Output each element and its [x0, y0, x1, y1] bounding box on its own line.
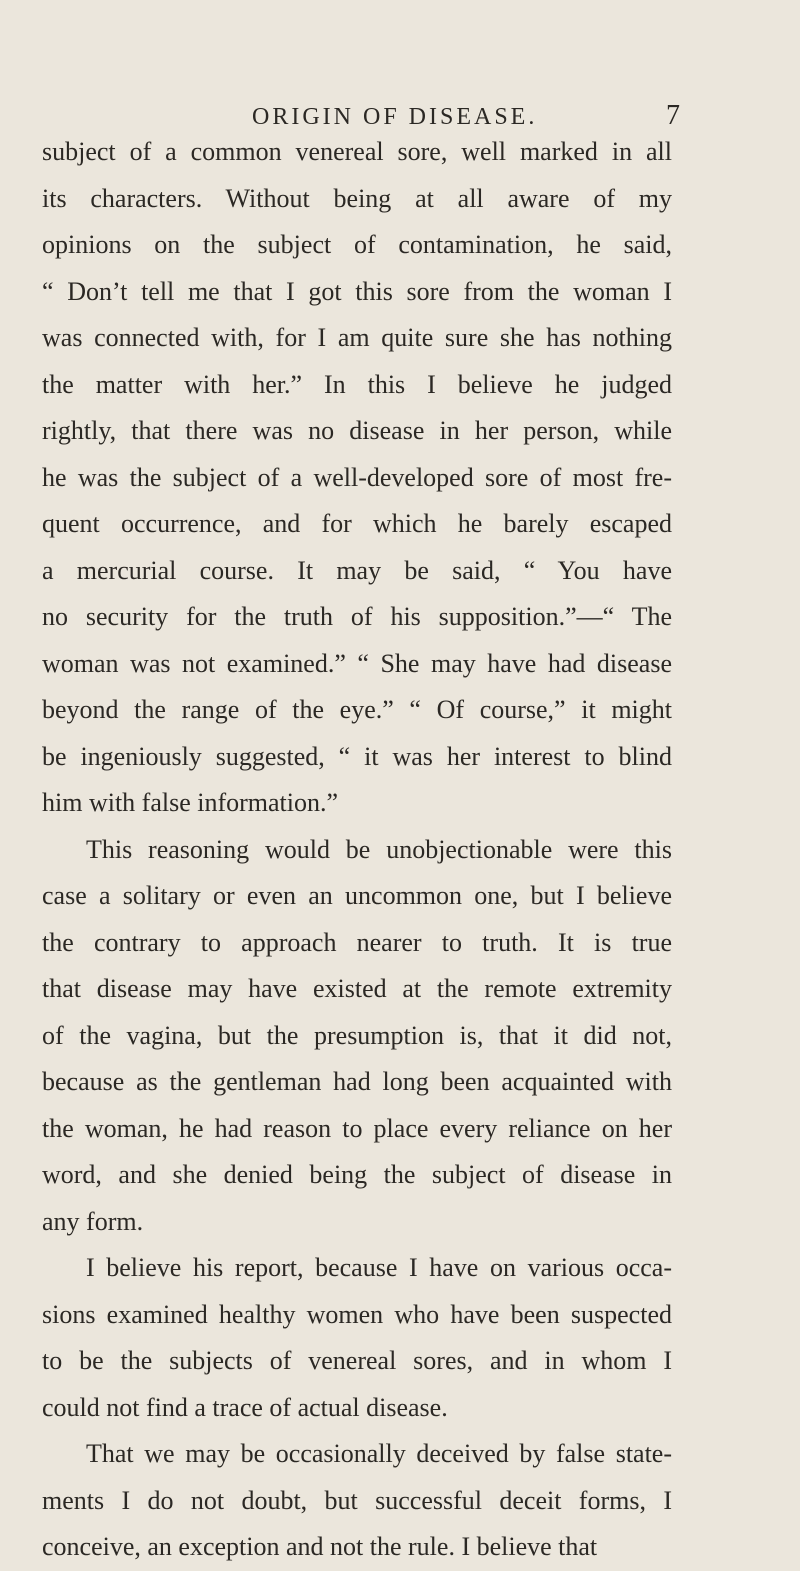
text-line: subject of a common venereal sore, well marked in all — [42, 137, 672, 166]
text-line: sions examined healthy women who have been suspected — [42, 1299, 672, 1329]
text-line: the matter with her.” In this I believe he judged — [42, 369, 672, 399]
text-line: him with false information.” — [42, 788, 339, 817]
text-line: That we may be occasionally deceived by false state- — [86, 1439, 672, 1468]
text-line: ments I do not doubt, but successful deceit forms, I — [42, 1485, 672, 1515]
text-line: to be the subjects of venereal sores, and in whom I — [42, 1346, 672, 1375]
text-line: beyond the range of the eye.” “ Of course,” it might — [42, 695, 672, 724]
text-line: could not find a trace of actual disease. — [42, 1392, 448, 1422]
text-line: case a solitary or even an uncommon one, but I believe — [42, 881, 672, 910]
text-line: quent occurrence, and for which he barely escaped — [42, 509, 672, 538]
paragraph — [42, 1245, 672, 1431]
text-line: rightly, that there was no disease in her person, while — [42, 416, 672, 445]
text-line: word, and she denied being the subject of disease in — [42, 1160, 672, 1189]
paragraph — [42, 827, 672, 1246]
text-line: “ Don’t tell me that I got this sore from the woman I — [42, 276, 672, 306]
text-line: I believe his report, because I have on various occa- — [86, 1253, 672, 1282]
text-line: he was the subject of a well-developed sore of most fre- — [42, 462, 672, 492]
text-line: This reasoning would be unobjectionable were this — [86, 834, 672, 864]
text-line: its characters. Without being at all aware of my — [42, 183, 672, 213]
body-text — [42, 129, 672, 1571]
text-line: any form. — [42, 1206, 144, 1236]
text-line: of the vagina, but the presumption is, that it did not, — [42, 1020, 672, 1050]
text-line: was connected with, for I am quite sure she has nothing — [42, 323, 672, 352]
paragraph — [42, 129, 672, 827]
text-line: the contrary to approach nearer to truth. It is true — [42, 927, 672, 957]
paragraph — [42, 1431, 672, 1571]
text-line: opinions on the subject of contamination, he said, — [42, 230, 672, 259]
page-number: 7 — [666, 100, 680, 131]
text-line: the woman, he had reason to place every reliance on her — [42, 1113, 672, 1143]
text-line: a mercurial course. It may be said, “ You have — [42, 555, 672, 585]
text-line: because as the gentleman had long been acquainted with — [42, 1067, 672, 1096]
text-line: woman was not examined.” “ She may have had disease — [42, 648, 672, 678]
text-line: no security for the truth of his supposition.”—“ The — [42, 602, 672, 631]
text-line: conceive, an exception and not the rule. I believe that — [42, 1532, 598, 1561]
text-line: be ingeniously suggested, “ it was her interest to blind — [42, 741, 672, 771]
text-line: that disease may have existed at the remote extremity — [42, 974, 672, 1003]
running-title: ORIGIN OF DISEASE. — [252, 104, 538, 130]
